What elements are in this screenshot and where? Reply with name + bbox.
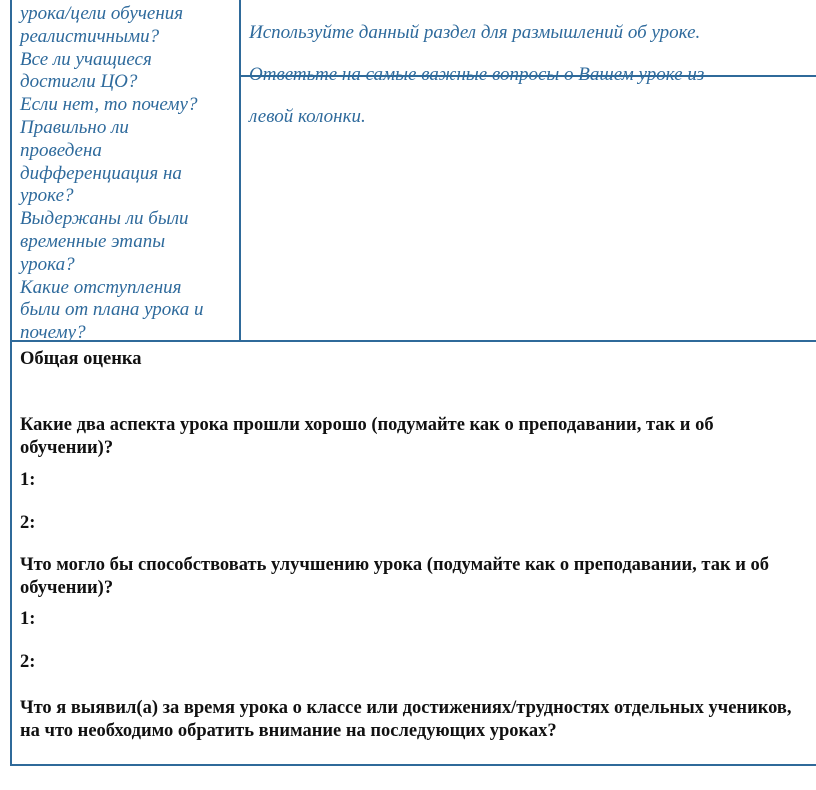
left-line: почему? [20,322,86,344]
question-went-well: Какие два аспекта урока прошли хорошо (подумайте как о преподавании, так и об обучении)? [20,415,714,458]
left-line: были от плана урока и [20,299,204,321]
left-line: уроке? [20,185,74,207]
general-assessment-cell [10,340,816,766]
instructions-line: Ответьте на самые важные вопросы о Вашем уроке из [249,63,705,85]
instructions-line: Используйте данный раздел для размышлений об уроке. [249,22,701,43]
left-line: Все ли учащиеся [20,48,152,70]
left-line: временные этапы [20,230,166,252]
answer-label-2: 2: [20,652,36,672]
left-questions-cell [10,0,241,342]
instructions-line: левой колонки. [249,105,366,127]
question-class-observations: Что я выявил(а) за время урока о классе или достижениях/трудностях отдельных учеников, на что необходимо обратить внимание на последующих уроках? [20,698,792,741]
answer-label-2: 2: [20,513,36,533]
left-line: Если нет, то почему? [20,94,198,116]
left-line: Какие отступления [20,276,182,298]
left-line: Выдержаны ли были [20,208,189,230]
left-questions-text [20,3,235,345]
reflection-answer-cell[interactable] [239,75,816,342]
left-line: реалистичными? [20,25,160,47]
answer-label-1: 1: [20,470,36,490]
left-line: проведена [20,139,102,161]
reflection-table [10,0,816,766]
left-line: достигли ЦО? [20,71,138,93]
left-line: урока? [20,253,75,275]
left-line: урока/цели обучения [20,3,184,24]
question-improvement: Что могло бы способствовать улучшению урока (подумайте как о преподавании, так и об обучении)? [20,555,770,598]
general-assessment-title: Общая оценка [20,349,142,369]
instructions-cell [239,0,816,127]
left-line: дифференциация на [20,162,182,184]
answer-label-1: 1: [20,609,36,629]
left-line: Правильно ли [20,116,129,138]
